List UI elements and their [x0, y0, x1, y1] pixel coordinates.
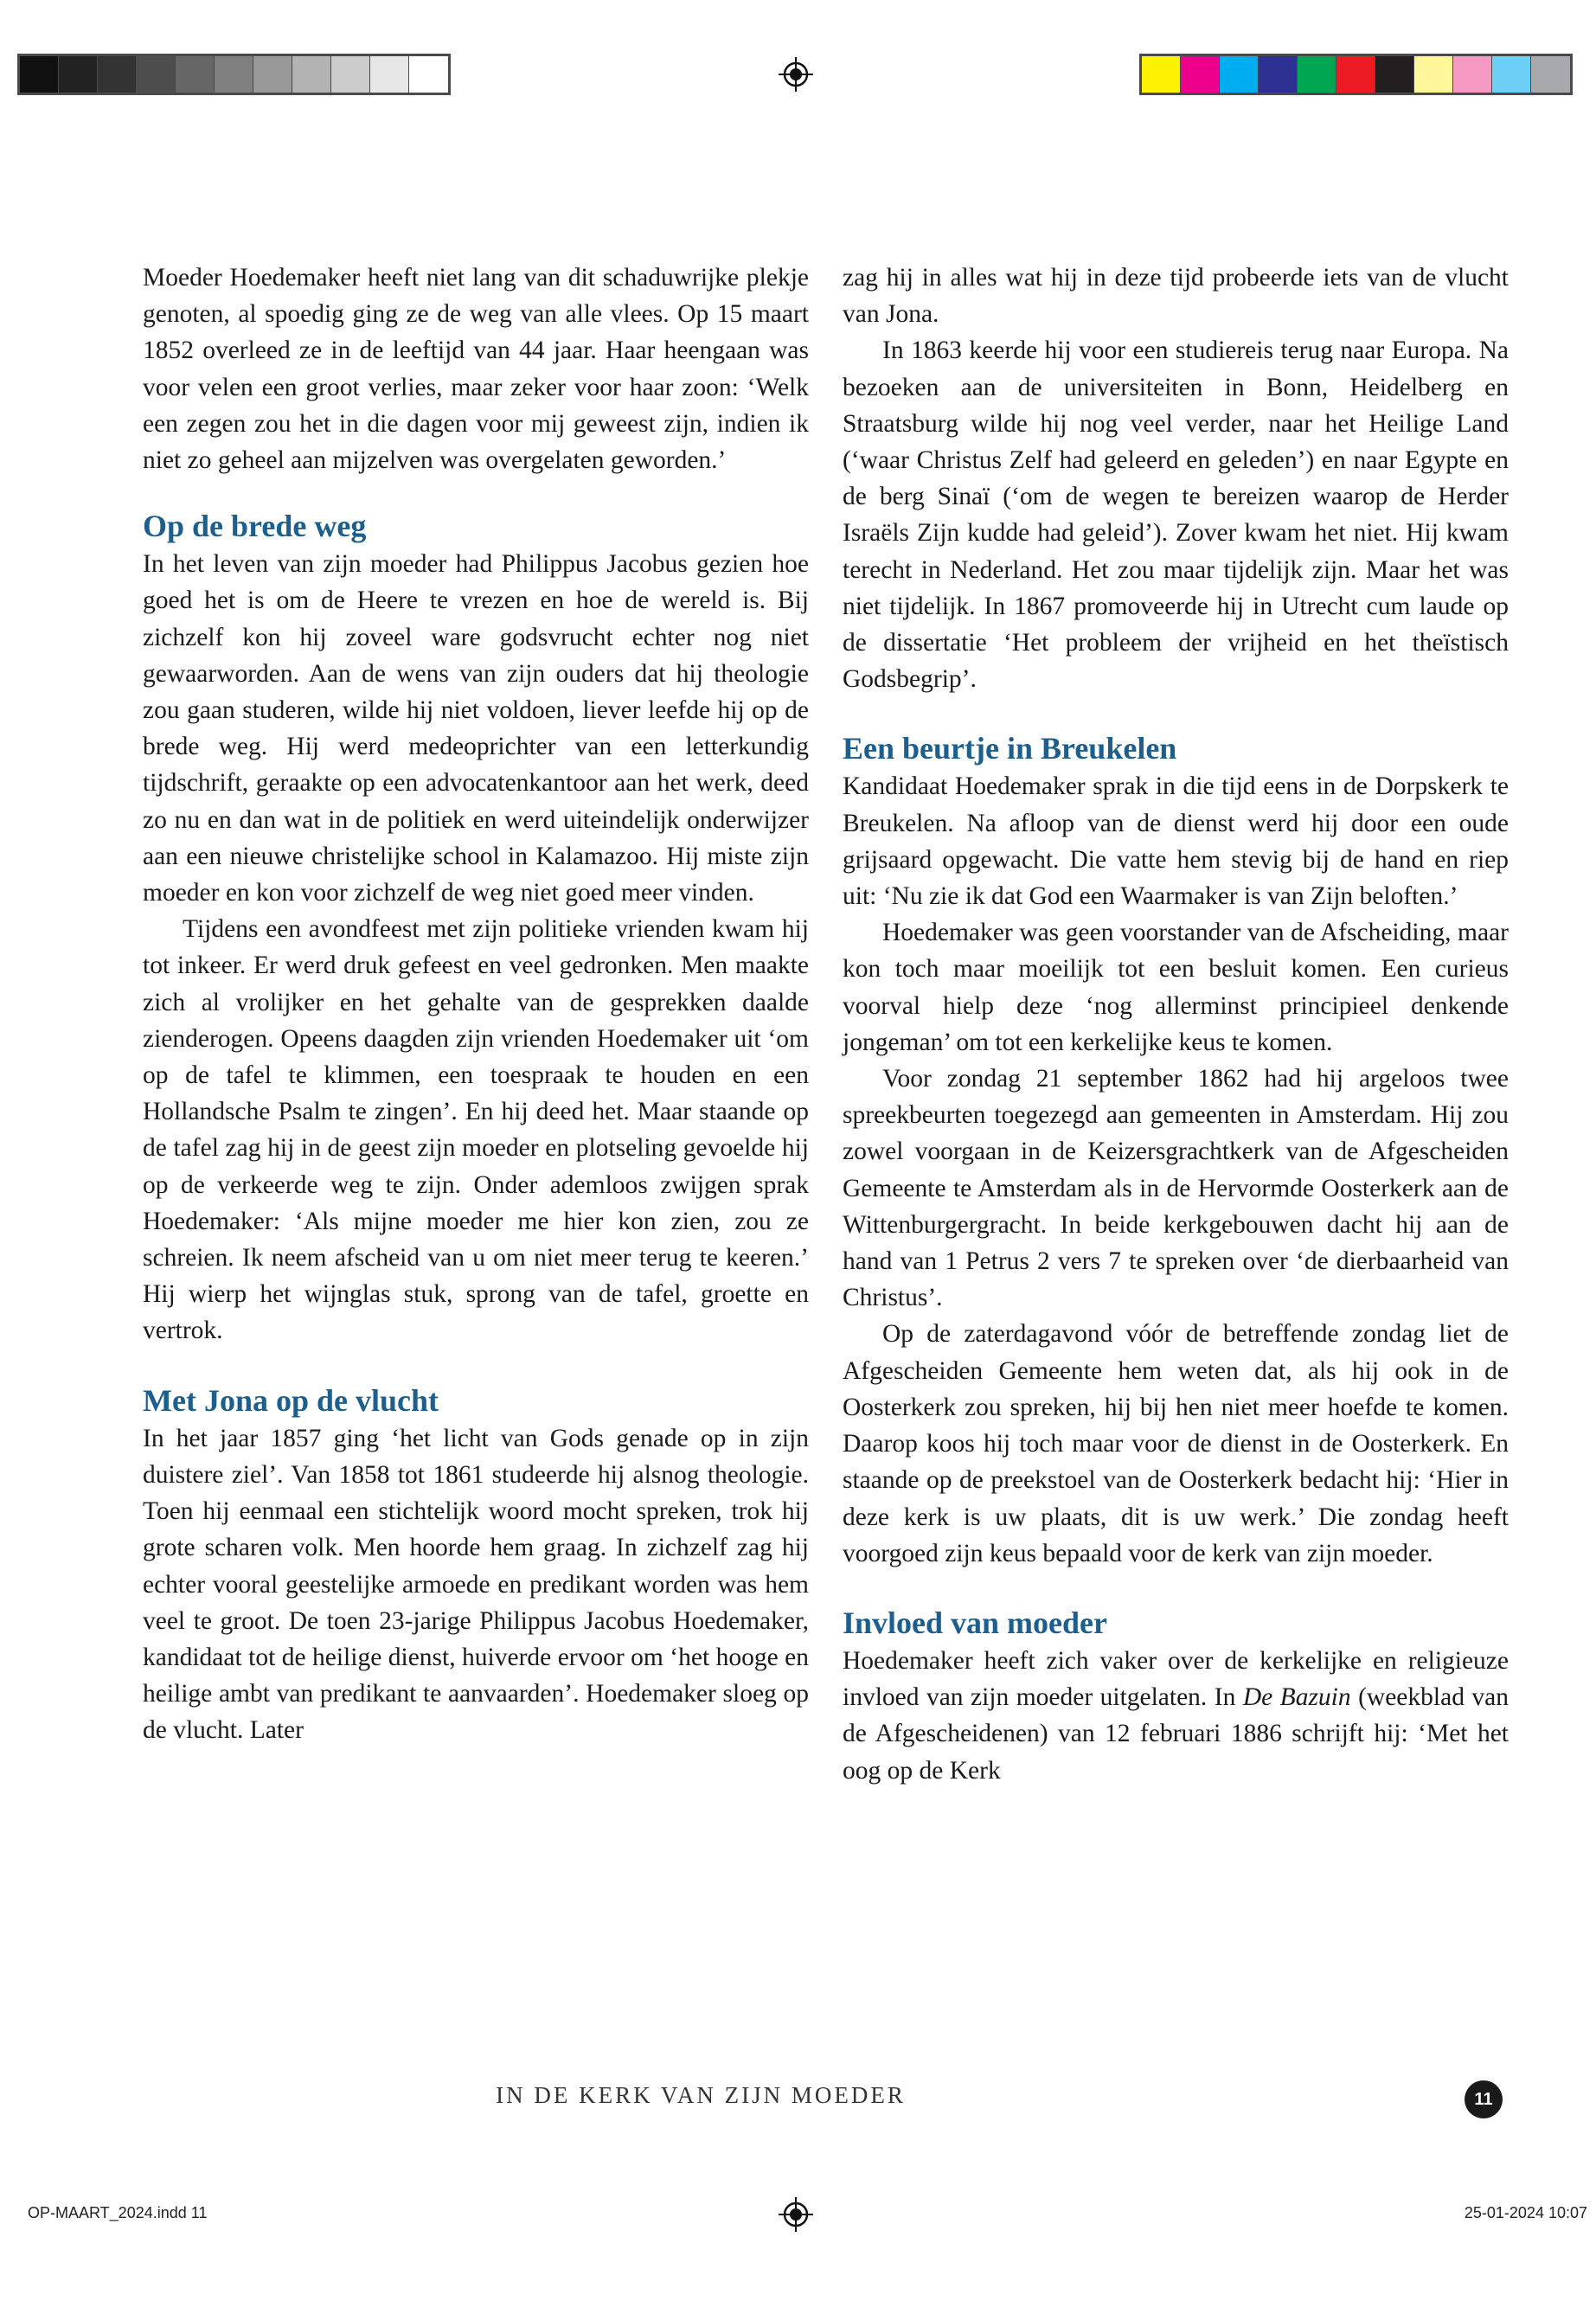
- section-heading: Invloed van moeder: [843, 1605, 1107, 1640]
- color-swatch: [331, 56, 370, 93]
- color-swatch: [1375, 56, 1414, 93]
- color-swatch: [176, 56, 215, 93]
- paragraph: In het jaar 1857 ging ‘het licht van Gods genade op in zijn duistere ziel’. Van 1858 tot 1861 studeerde hij alsnog theologie. Toen hij eenmaal een stichtelijk woord mocht spreken, trok hij grote scharen volk. Men hoorde hem graag. In zichzelf zag hij echter vooral geestelijke armoede en predikant worden was hem veel te groot. De toen 23-jarige Philippus Jacobus Hoedemaker, kandidaat tot de heilige dienst, huiverde ervoor om ‘het hooge en heilige ambt van predikant te aanvaarden’. Hoedemaker sloeg op de vlucht. Later: [143, 1424, 809, 1745]
- paragraph: Moeder Hoedemaker heeft niet lang van dit schaduwrijke plekje genoten, al spoedig ging ze de weg van alle vlees. Op 15 maart 1852 overleed ze in de leeftijd van 44 jaar. Haar heengaan was voor velen een groot verlies, maar zeker voor haar zoon: ‘Welk een zegen zou het in die dagen voor mij geweest zijn, indien ik niet zo geheel aan mijzelven was overgelaten geworden.’: [143, 264, 809, 475]
- color-swatch: [292, 56, 331, 93]
- color-swatch: [1336, 56, 1375, 93]
- paragraph: [843, 1643, 1509, 1789]
- paragraph: In het leven van zijn moeder had Philippus Jacobus gezien hoe goed het is om de Heere te vrezen en hoe de wereld is. Bij zichzelf kon hij zoveel ware godsvrucht echter nog niet gewaarworden. Aan de wens van zijn ouders dat hij theologie zou gaan studeren, wilde hij niet voldoen, liever leefde hij op de brede weg. Hij werd medeoprichter van een letterkundig tijdschrift, geraakte op een advocatenkantoor aan het werk, deed zo nu en dan wat in de politiek en werd uiteindelijk onderwijzer aan een nieuwe christelijke school in Kalamazoo. Hij miste zijn moeder en kon voor zichzelf de weg niet goed meer vinden.: [143, 550, 809, 907]
- paragraph: Kandidaat Hoedemaker sprak in die tijd eens in de Dorpskerk te Breukelen. Na afloop van de dienst werd hij door een oude grijsaard opgewacht. Die vatte hem stevig bij de hand en riep uit: ‘Nu zie ik dat God een Waarmaker is van Zijn beloften.’: [843, 772, 1509, 911]
- color-swatch: [20, 56, 59, 93]
- color-swatch: [215, 56, 253, 93]
- paragraph-text: (weekblad van de Afgescheidenen) van 12 februari 1886 schrijft hij: ‘Met het oog op de Kerk: [843, 1683, 1509, 1785]
- color-swatch: [1453, 56, 1492, 93]
- paragraph-text: Hoedemaker heeft zich vaker over de kerkelijke en religieuze invloed van zijn moeder uitgelaten. In: [843, 1646, 1509, 1712]
- color-swatch: [1414, 56, 1453, 93]
- color-swatch: [1142, 56, 1181, 93]
- slug-timestamp: 25-01-2024 10:07: [1464, 2204, 1587, 2221]
- color-swatch: [1181, 56, 1220, 93]
- registration-mark-icon: [779, 57, 813, 92]
- grayscale-color-bar: [17, 54, 451, 95]
- color-swatch: [1492, 56, 1531, 93]
- color-swatch: [59, 56, 98, 93]
- color-swatch: [137, 56, 176, 93]
- paragraph: Tijdens een avondfeest met zijn politieke vrienden kwam hij tot inkeer. Er werd druk gefeest en veel gedronken. Men maakte zich al vrolijker en het gehalte van de gesprekken daalde zienderogen. Opeens daagden zijn vrienden Hoedemaker uit ‘om op de tafel te klimmen, een toespraak te houden en een Hollandsche Psalm te zingen’. En hij deed het. Maar staande op de tafel zag hij in de geest zijn moeder en plotseling gevoelde hij op de verkeerde weg te zijn. Onder ademloos zwijgen sprak Hoedemaker: ‘Als mijne moeder me hier kon zien, zou ze schreien. Ik neem afscheid van u om niet meer terug te keeren.’ Hij wierp het wijnglas stuk, sprong van de tafel, groette en vertrok.: [143, 915, 809, 1345]
- color-swatch: [1220, 56, 1259, 93]
- paragraph: zag hij in alles wat hij in deze tijd probeerde iets van de vlucht van Jona.: [843, 264, 1509, 329]
- color-swatch: [409, 56, 448, 93]
- right-text-column: [843, 260, 1509, 1789]
- running-footer-title: IN DE KERK VAN ZIJN MOEDER: [496, 2082, 906, 2108]
- paragraph: Hoedemaker was geen voorstander van de Afscheiding, maar kon toch maar moeilijk tot een besluit komen. Een curieus voorval hielp deze ‘nog allerminst principieel denkende jongeman’ om tot een kerkelijke keus te komen.: [843, 919, 1509, 1056]
- color-swatch: [370, 56, 409, 93]
- paragraph: Op de zaterdagavond vóór de betreffende zondag liet de Afgescheiden Gemeente hem weten dat, als hij ook in de Oosterkerk zou spreken, hij bij hen niet meer hoefde te komen. Daarop koos hij toch maar voor de dienst in de Oosterkerk. En staande op de preekstoel van de Oosterkerk bedacht hij: ‘Hier in deze kerk is uw plaats, dit is uw werk.’ Die zondag heeft voorgoed zijn keus bepaald voor de kerk van zijn moeder.: [843, 1320, 1509, 1567]
- color-swatch: [98, 56, 137, 93]
- color-swatch: [1531, 56, 1570, 93]
- color-swatch: [1259, 56, 1298, 93]
- section-heading: Een beurtje in Breukelen: [843, 731, 1177, 766]
- paragraph: In 1863 keerde hij voor een studiereis terug naar Europa. Na bezoeken aan de universiteiten in Bonn, Heidelberg en Straatsburg wilde hij nog veel verder, naar het Heilige Land (‘waar Christus Zelf had geleerd en geleden’) en naar Egypte en de berg Sinaï (‘om de wegen te bereizen waarop de Herder Israëls Zijn kudde had geleid’). Zover kwam het niet. Hij kwam terecht in Nederland. Het zou maar tijdelijk zijn. Maar het was niet tijdelijk. In 1867 promoveerde hij in Utrecht cum laude op de dissertatie ‘Het probleem der vrijheid en het theïstisch Godsbegrip’.: [843, 336, 1509, 694]
- publication-title: De Bazuin: [1242, 1683, 1351, 1712]
- left-text-column: [143, 260, 809, 1749]
- page-number-badge: 11: [1465, 2080, 1503, 2118]
- color-swatch: [253, 56, 292, 93]
- process-color-bar: [1139, 54, 1573, 95]
- registration-mark-icon: [779, 2197, 813, 2232]
- section-heading: Met Jona op de vlucht: [143, 1382, 439, 1418]
- section-heading: Op de brede weg: [143, 509, 367, 544]
- paragraph: Voor zondag 21 september 1862 had hij argeloos twee spreekbeurten toegezegd aan gemeenten in Amsterdam. Hij zou zowel voorgaan in de Keizersgrachtkerk van de Afgescheiden Gemeente te Amsterdam als in de Hervormde Oosterkerk aan de Wittenburgergracht. In beide kerkgebouwen dacht hij aan de hand van 1 Petrus 2 vers 7 te spreken over ‘de dierbaarheid van Christus’.: [843, 1065, 1509, 1312]
- color-swatch: [1298, 56, 1336, 93]
- slug-filename: OP-MAART_2024.indd 11: [28, 2204, 208, 2221]
